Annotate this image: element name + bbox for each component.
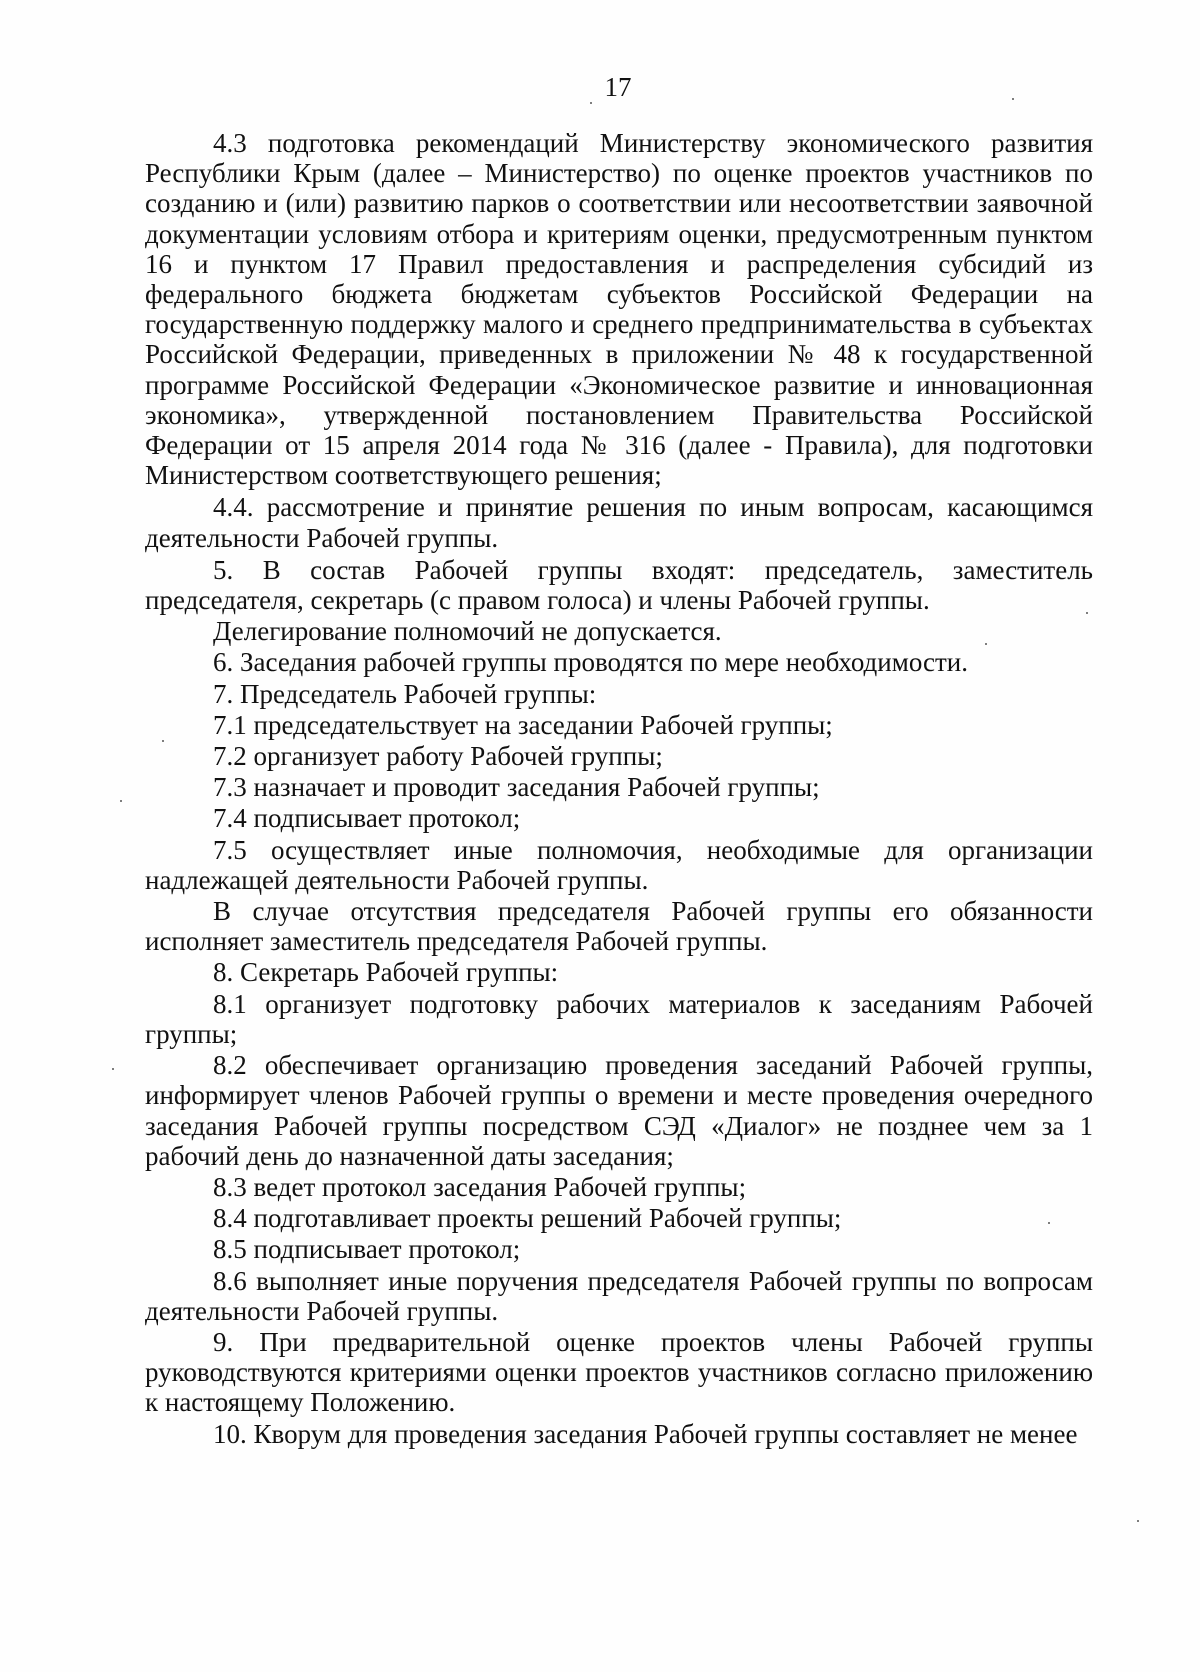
scan-speck xyxy=(1048,1222,1050,1224)
paragraph-7: 7. Председатель Рабочей группы: xyxy=(213,678,597,709)
paragraph-5: 5. В состав Рабочей группы входят: председатель, заместитель председателя, секретарь (с правом голоса) и члены Рабочей группы. xyxy=(145,554,1093,616)
paragraph-delegation: Делегирование полномочий не допускается. xyxy=(213,616,722,647)
page-number: 17 xyxy=(604,72,632,102)
scan-speck xyxy=(590,102,592,104)
scan-speck xyxy=(162,740,164,742)
paragraph-9: 9. При предварительной оценке проектов члены Рабочей группы руководствуются критериями оценки проектов участников согласно приложению к настоящему Положению. xyxy=(145,1326,1093,1418)
paragraph-4-3: 4.3 подготовка рекомендаций Министерству экономического развития Республики Крым (далее – Министерство) по оценке проектов участников по созданию и (или) развитию парков о соответствии или несоответствии заявочной документации условиям отбора и критериям оценки, предусмотренным пунктом 16 и пунктом 17 Правил предоставления и распределения субсидий из федерального бюджета бюджетам субъектов Российской Федерации на государственную поддержку малого и среднего предпринимательства в субъектах Российской Федерации, приведенных в приложении № 48 к государственной программе Российской Федерации «Экономическое развитие и инновационная экономика», утвержденной постановлением Правительства Российской Федерации от 15 апреля 2014 года № 316 (далее - Правила), для подготовки Министерством соответствующего решения; xyxy=(145,128,1093,491)
paragraph-8-1: 8.1 организует подготовку рабочих материалов к заседаниям Рабочей группы; xyxy=(145,988,1093,1049)
paragraph-8-2: 8.2 обеспечивает организацию проведения заседаний Рабочей группы, информирует членов Рабочей группы о времени и месте проведения очередного заседания Рабочей группы посредством СЭД «Диалог» не позднее чем за 1 рабочий день до назначенной даты заседания; xyxy=(145,1050,1093,1171)
paragraph-7-4: 7.4 подписывает протокол; xyxy=(213,803,521,834)
paragraph-7-1: 7.1 председательствует на заседании Рабочей группы; xyxy=(213,709,833,740)
paragraph-8: 8. Секретарь Рабочей группы: xyxy=(213,957,559,988)
paragraph-chair-absence: В случае отсутствия председателя Рабочей группы его обязанности исполняет заместитель председателя Рабочей группы. xyxy=(145,896,1093,957)
paragraph-6: 6. Заседания рабочей группы проводятся по мере необходимости. xyxy=(213,647,968,678)
scan-speck xyxy=(1137,1520,1139,1522)
scan-speck xyxy=(112,1068,114,1070)
paragraph-8-4: 8.4 подготавливает проекты решений Рабочей группы; xyxy=(213,1203,842,1234)
paragraph-4-4: 4.4. рассмотрение и принятие решения по иным вопросам, касающимся деятельности Рабочей группы. xyxy=(145,492,1093,553)
paragraph-7-5: 7.5 осуществляет иные полномочия, необходимые для организации надлежащей деятельности Рабочей группы. xyxy=(145,834,1093,895)
document-body xyxy=(145,128,1093,1449)
paragraph-7-3: 7.3 назначает и проводит заседания Рабочей группы; xyxy=(213,772,820,803)
paragraph-8-5: 8.5 подписывает протокол; xyxy=(213,1234,521,1265)
scan-speck xyxy=(985,643,987,645)
paragraph-8-6: 8.6 выполняет иные поручения председателя Рабочей группы по вопросам деятельности Рабочей группы. xyxy=(145,1265,1093,1326)
scan-speck xyxy=(1012,98,1014,100)
scan-speck xyxy=(1086,612,1088,614)
paragraph-8-3: 8.3 ведет протокол заседания Рабочей группы; xyxy=(213,1171,747,1202)
paragraph-10: 10. Кворум для проведения заседания Рабочей группы составляет не менее xyxy=(213,1418,1078,1449)
paragraph-7-2: 7.2 организует работу Рабочей группы; xyxy=(213,741,663,772)
scan-speck xyxy=(120,800,122,802)
